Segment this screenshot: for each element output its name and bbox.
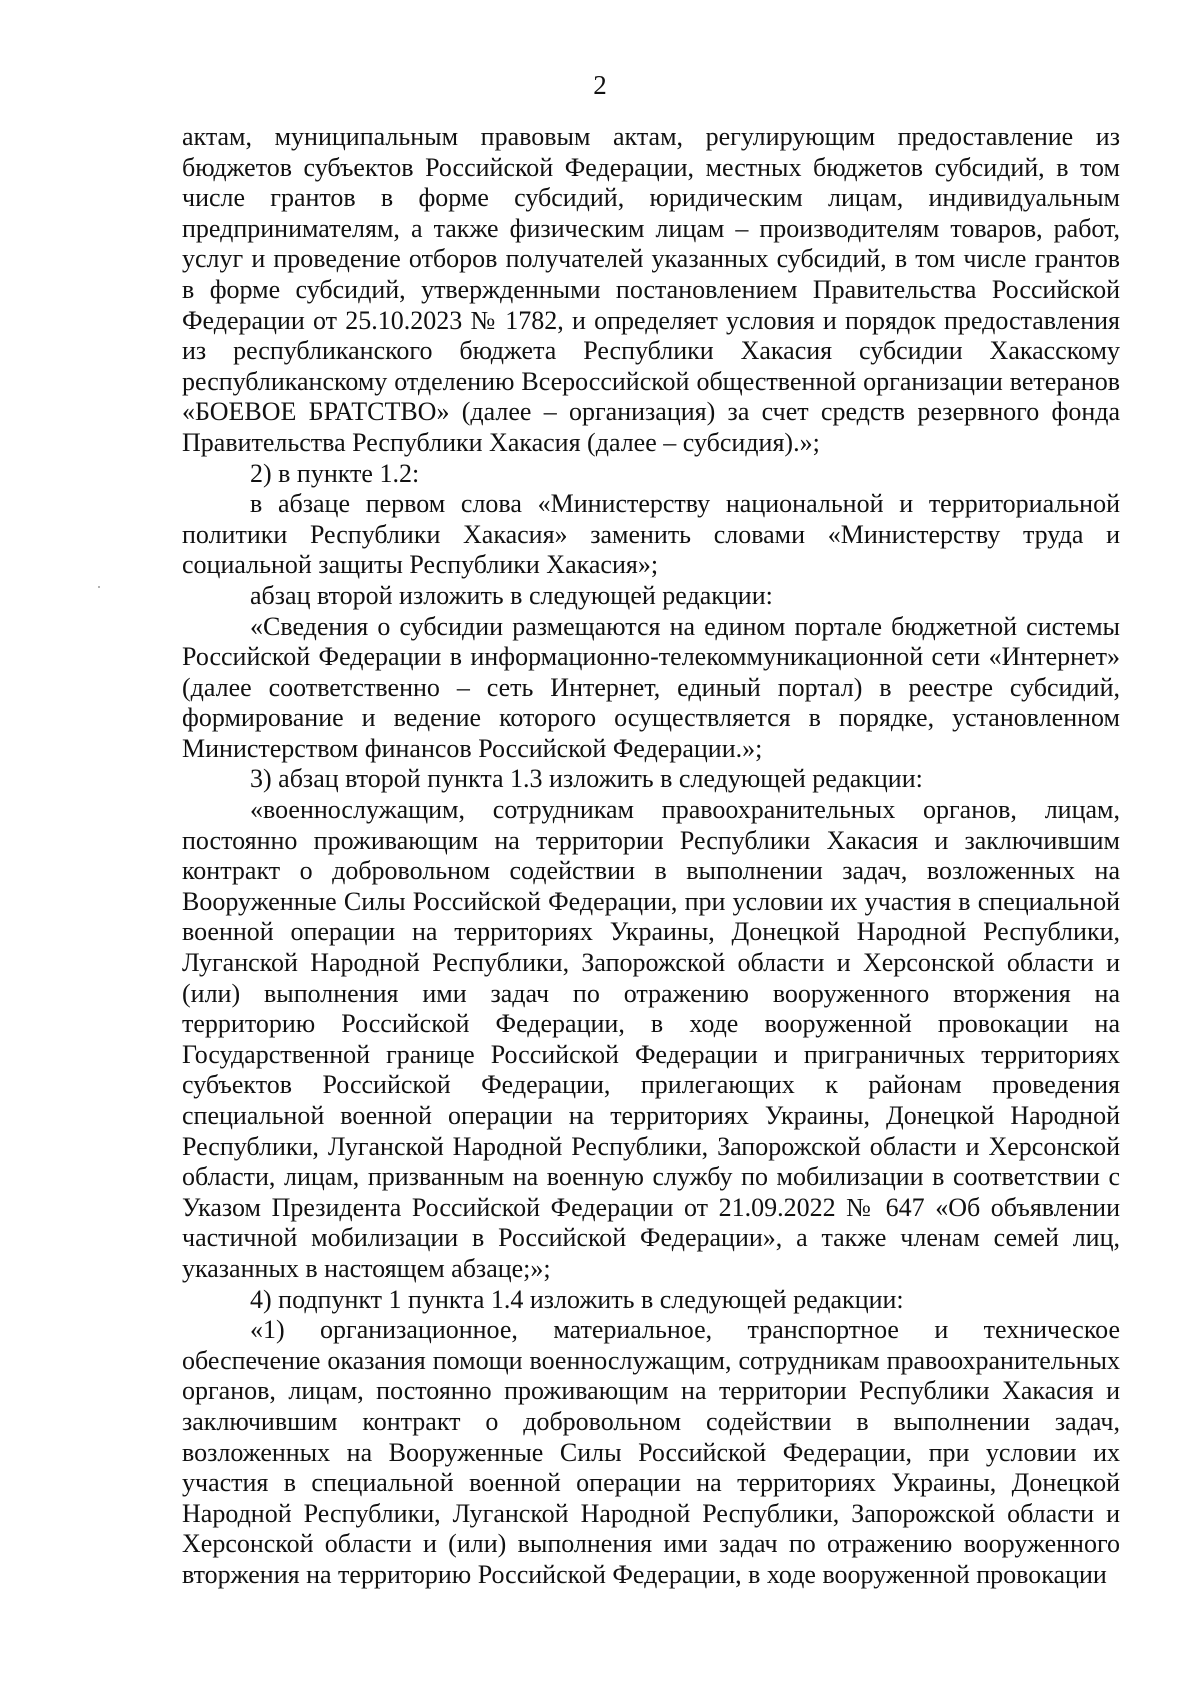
paragraph-item-2-abz-1: в абзаце первом слова «Министерству национальной и территориальной политики Республики Хакасия» заменить словами «Министерству труда и социальной защиты Республики Хакасия»; — [182, 489, 1120, 580]
paragraph-item-3-quote: «военнослужащим, сотрудникам правоохранительных органов, лицам, постоянно проживающим на территории Республики Хакасия и заключившим контракт о добровольном содействии в выполнении задач, возложенных на Вооруженные Силы Российской Федерации, при условии их участия в специальной военной операции на территориях Украины, Донецкой Народной Республики, Луганской Народной Республики, Запорожской области и Херсонской области и (или) выполнения ими задач по отражению вооруженного вторжения на территорию Российской Федерации, в ходе вооруженной провокации на Государственной границе Российской Федерации и приграничных территориях субъектов Российской Федерации, прилегающих к районам проведения специальной военной операции на территориях Украины, Донецкой Народной Республики, Луганской Народной Республики, Запорожской области и Херсонской области, лицам, призванным на военную службу по мобилизации в соответствии с Указом Президента Российской Федерации от 21.09.2022 № 647 «Об объявлении частичной мобилизации в Российской Федерации», а также членам семей лиц, указанных в настоящем абзаце;»; — [182, 795, 1120, 1283]
paragraph-item-4: 4) подпункт 1 пункта 1.4 изложить в следующей редакции: — [250, 1284, 904, 1314]
paragraph-item-2-abz-2: абзац второй изложить в следующей редакции: — [250, 580, 773, 610]
paragraph-item-4-quote: «1) организационное, материальное, транспортное и техническое обеспечение оказания помощи военнослужащим, сотрудникам правоохранительных органов, лицам, постоянно проживающим на территории Республики Хакасия и заключившим контракт о добровольном содействии в выполнении задач, возложенных на Вооруженные Силы Российской Федерации, при условии их участия в специальной военной операции на территориях Украины, Донецкой Народной Республики, Луганской Народной Республики, Запорожской области и Херсонской области и (или) выполнения ими задач по отражению вооруженного вторжения на территорию Российской Федерации, в ходе вооруженной провокации — [182, 1315, 1120, 1589]
page-number: 2 — [593, 70, 607, 100]
paragraph-item-3: 3) абзац второй пункта 1.3 изложить в следующей редакции: — [250, 764, 923, 794]
paragraph-item-2: 2) в пункте 1.2: — [250, 458, 420, 488]
document-body — [182, 122, 1120, 1591]
scan-artifact-dot — [98, 586, 100, 588]
paragraph-continuation: актам, муниципальным правовым актам, регулирующим предоставление из бюджетов субъектов Российской Федерации, местных бюджетов субсидий, в том числе грантов в форме субсидий, юридическим лицам, индивидуальным предпринимателям, а также физическим лицам – производителям товаров, работ, услуг и проведение отборов получателей указанных субсидий, в том числе грантов в форме субсидий, утвержденными постановлением Правительства Российской Федерации от 25.10.2023 № 1782, и определяет условия и порядок предоставления из республиканского бюджета Республики Хакасия субсидии Хакасскому республиканскому отделению Всероссийской общественной организации ветеранов «БОЕВОЕ БРАТСТВО» (далее – организация) за счет средств резервного фонда Правительства Республики Хакасия (далее – субсидия).»; — [182, 122, 1120, 457]
paragraph-item-2-quote: «Сведения о субсидии размещаются на едином портале бюджетной системы Российской Федерации в информационно-телекоммуникационной сети «Интернет» (далее соответственно – сеть Интернет, единый портал) в реестре субсидий, формирование и ведение которого осуществляется в порядке, установленном Министерством финансов Российской Федерации.»; — [182, 611, 1120, 763]
